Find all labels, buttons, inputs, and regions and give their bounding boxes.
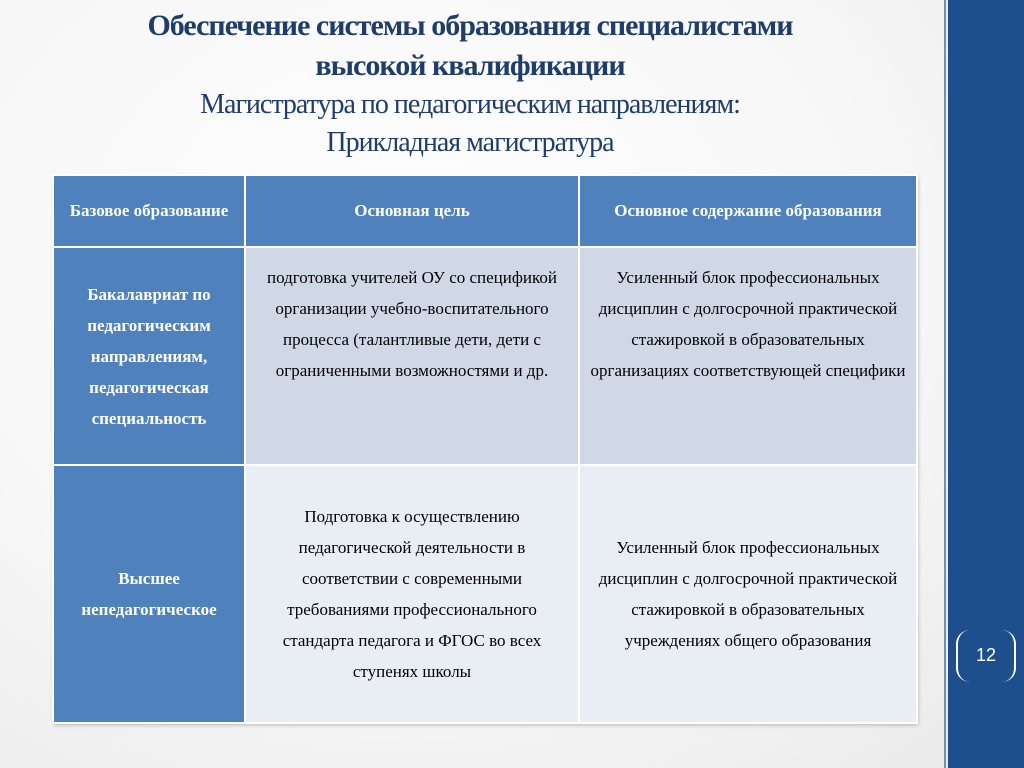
header-base-education: Базовое образование: [53, 175, 245, 247]
title-line-1: Обеспечение системы образования специалистами: [147, 9, 793, 42]
header-main-content: Основное содержание образования: [579, 175, 917, 247]
subtitle-line-2: Прикладная магистратура: [326, 127, 614, 158]
page-number-badge: [956, 630, 1016, 682]
slide-title: [40, 6, 900, 162]
table-row: [53, 247, 917, 465]
row-main-content: Усиленный блок профессиональных дисциплин с долгосрочной практической стажировкой в образовательных учреждениях общего образования: [579, 465, 917, 723]
row-main-goal: Подготовка к осуществлению педагогической деятельности в соответствии с современными требованиями профессионального стандарта педагога и ФГОС во всех ступенях школы: [245, 465, 579, 723]
table-header-row: [53, 175, 917, 247]
row-base-education: Бакалавриат по педагогическим направлениям, педагогическая специальность: [53, 247, 245, 465]
table-row: [53, 465, 917, 723]
row-main-goal: подготовка учителей ОУ со спецификой организации учебно-воспитательного процесса (талантливые дети, дети с ограниченными возможностями и др.: [245, 247, 579, 465]
row-main-content: Усиленный блок профессиональных дисциплин с долгосрочной практической стажировкой в образовательных организациях соответствующей специфики: [579, 247, 917, 465]
education-table: [52, 174, 918, 724]
subtitle-line-1: Магистратура по педагогическим направлениям:: [200, 89, 740, 120]
page-number: 12: [975, 645, 997, 665]
header-main-goal: Основная цель: [245, 175, 579, 247]
title-line-2: высокой квалификации: [315, 49, 625, 82]
sidebar-divider: [944, 0, 946, 768]
row-base-education: Высшее непедагогическое: [53, 465, 245, 723]
